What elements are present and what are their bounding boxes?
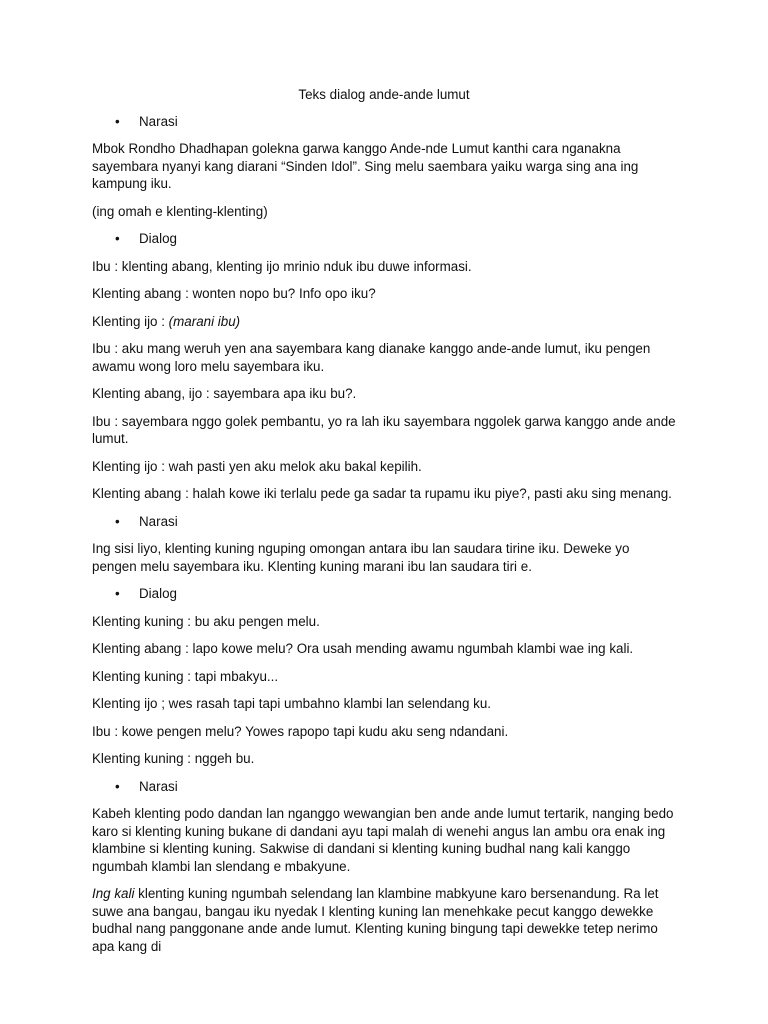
bullet-dot-icon: • <box>115 586 120 601</box>
bullet-heading <box>92 513 676 531</box>
bullet-heading <box>92 230 676 248</box>
paragraph <box>92 313 676 331</box>
bullet-label: Dialog <box>139 231 177 246</box>
bullet-heading <box>92 113 676 131</box>
bullet-heading <box>92 585 676 603</box>
paragraph: Klenting abang : wonten nopo bu? Info opo iku? <box>92 286 376 301</box>
bullet-dot-icon: • <box>115 231 120 246</box>
bullet-dot-icon: • <box>115 113 120 129</box>
bullet-dot-icon: • <box>115 778 120 794</box>
paragraph <box>92 885 676 955</box>
paragraph: Klenting kuning : bu aku pengen melu. <box>92 613 320 629</box>
paragraph: Klenting abang : lapo kowe melu? Ora usah mending awamu ngumbah klambi wae ing kali. <box>92 641 634 656</box>
paragraph: Klenting abang, ijo : sayembara apa iku bu?. <box>92 386 357 401</box>
stage-direction: (marani ibu) <box>168 313 241 329</box>
bullet-heading <box>92 778 676 796</box>
paragraph: Klenting ijo ; wes rasah tapi tapi umbahno klambi lan selendang ku. <box>92 696 491 711</box>
paragraph: Klenting kuning : nggeh bu. <box>92 751 255 766</box>
paragraph: Ibu : klenting abang, klenting ijo mrinio nduk ibu duwe informasi. <box>92 258 472 274</box>
paragraph: Klenting abang : halah kowe iki terlalu pede ga sadar ta rupamu iku piye?, pasti aku sing menang. <box>92 486 672 501</box>
bullet-label: Dialog <box>139 586 177 601</box>
paragraph: Ibu : aku mang weruh yen ana sayembara kang dianake kanggo ande-ande lumut, iku pengen awamu wong loro melu sayembara iku. <box>92 341 651 374</box>
italic-lead: Ing kali <box>92 886 135 901</box>
bullet-label: Narasi <box>139 113 178 129</box>
document-page <box>92 86 676 965</box>
paragraph: Ing sisi liyo, klenting kuning nguping omongan antara ibu lan saudara tirine iku. Deweke yo pengen melu sayembara iku. Klenting kuning marani ibu lan saudara tiri e. <box>92 541 630 574</box>
speaker-label: Klenting ijo : <box>92 313 169 329</box>
bullet-label: Narasi <box>139 778 178 794</box>
paragraph-text: klenting kuning ngumbah selendang lan klambine mabkyune karo bersenandung. Ra let suwe ana bangau, bangau iku nyedak I klenting kuning lan menehkake pecut kanggo dewekke budhal nang panggonane ande ande lumut. Klenting kuning bingung tapi dewekke tetep nerimo apa kang di <box>92 886 659 954</box>
paragraph: Kabeh klenting podo dandan lan nganggo wewangian ben ande ande lumut tertarik, nanging bedo karo si klenting kuning bukane di dandani ayu tapi malah di wenehi angus lan ambu ora enak ing klambine si klenting kuning. Sakwise di dandani si klenting kuning budhal nang kali kanggo ngumbah klambi lan slendang e mbakyune. <box>92 806 674 874</box>
paragraph: (ing omah e klenting-klenting) <box>92 203 268 219</box>
paragraph: Ibu : sayembara nggo golek pembantu, yo ra lah iku sayembara nggolek garwa kanggo ande ande lumut. <box>92 413 676 446</box>
paragraph: Klenting ijo : wah pasti yen aku melok aku bakal kepilih. <box>92 458 422 474</box>
document-body <box>92 113 676 956</box>
paragraph: Mbok Rondho Dhadhapan golekna garwa kanggo Ande-nde Lumut kanthi cara nganakna sayembara nyanyi kang diarani “Sinden Idol”. Sing melu saembara yaiku warga sing ana ing kampung iku. <box>92 141 639 191</box>
paragraph: Klenting kuning : tapi mbakyu... <box>92 668 279 684</box>
bullet-label: Narasi <box>139 513 178 529</box>
bullet-dot-icon: • <box>115 513 120 529</box>
document-title: Teks dialog ande-ande lumut <box>298 87 470 102</box>
paragraph: Ibu : kowe pengen melu? Yowes rapopo tapi kudu aku seng ndandani. <box>92 723 509 739</box>
